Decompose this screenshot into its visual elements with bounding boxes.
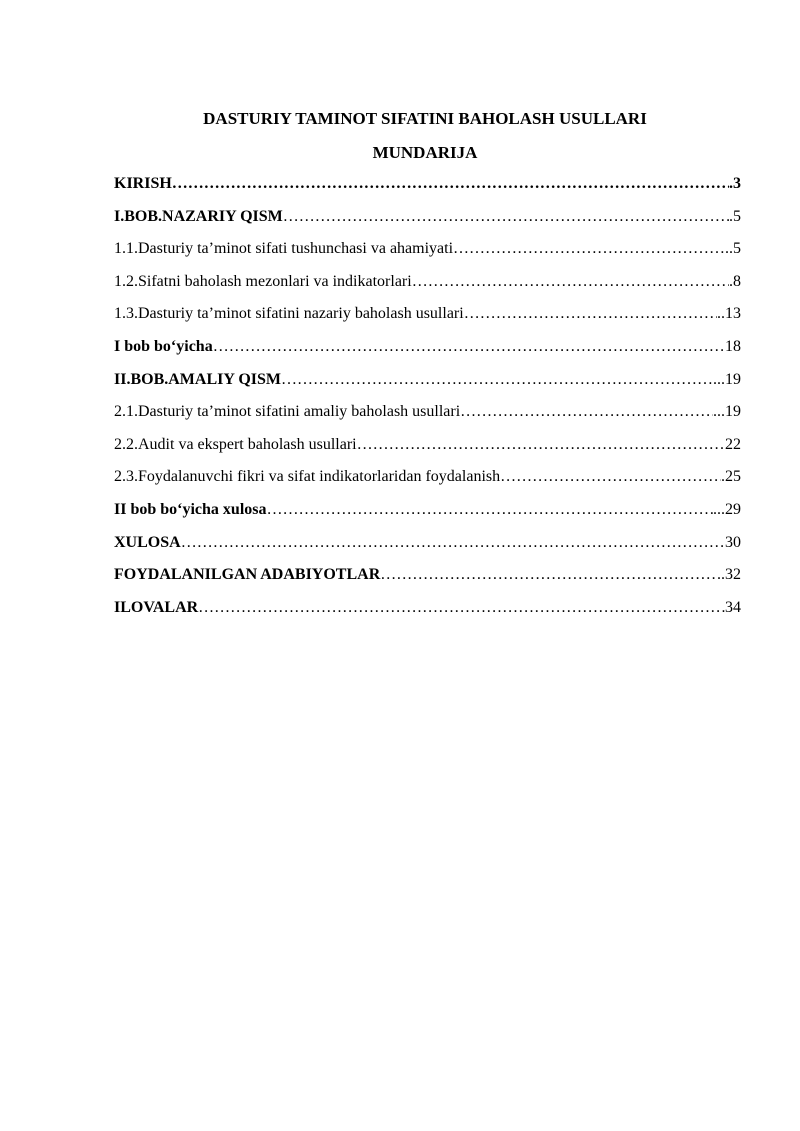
toc-entry-page: 22 xyxy=(725,435,741,453)
toc-entry-label: KIRISH xyxy=(114,175,172,192)
toc-entry-page: .8 xyxy=(729,272,741,290)
toc-leader-dots xyxy=(172,174,729,194)
toc-leader-dots xyxy=(453,239,725,259)
toc-entry-page: 18 xyxy=(725,337,741,355)
toc-leader-dots xyxy=(181,533,725,553)
toc-entry-label: 1.2.Sifatni baholash mezonlari va indikatorlari xyxy=(114,272,412,290)
toc-entry-chapter-1-summary[interactable] xyxy=(114,337,741,370)
toc-entry-label: I.BOB.NAZARIY QISM xyxy=(114,207,283,225)
toc-entry-label: ILOVALAR xyxy=(114,598,199,616)
toc-entry-references[interactable] xyxy=(114,565,741,598)
toc-entry-chapter-2[interactable] xyxy=(114,370,741,403)
toc-leader-dots xyxy=(464,304,717,324)
table-of-contents xyxy=(114,174,741,630)
toc-entry-label: II.BOB.AMALIY QISM xyxy=(114,370,281,388)
toc-entry-page: .3 xyxy=(729,175,741,192)
toc-entry-page: ...29 xyxy=(713,500,741,518)
toc-entry-2-1[interactable] xyxy=(114,402,741,435)
toc-entry-label: 2.3.Foydalanuvchi fikri va sifat indikatorlaridan foydalanish xyxy=(114,468,501,486)
toc-entry-label: I bob bo‘yicha xyxy=(114,337,213,355)
toc-entry-label: 2.1.Dasturiy ta’minot sifatini amaliy baholash usullari xyxy=(114,403,461,421)
toc-entry-label: XULOSA xyxy=(114,533,181,551)
toc-entry-1-2[interactable] xyxy=(114,272,741,305)
toc-leader-dots xyxy=(412,272,729,292)
toc-entry-page: 34 xyxy=(725,598,741,616)
toc-entry-kirish[interactable] xyxy=(114,174,741,207)
toc-entry-label: FOYDALANILGAN ADABIYOTLAR xyxy=(114,566,381,584)
toc-entry-chapter-2-summary[interactable] xyxy=(114,500,741,533)
toc-entry-appendices[interactable] xyxy=(114,598,741,631)
toc-entry-label: 2.2.Audit va ekspert baholash usullari xyxy=(114,435,357,453)
toc-leader-dots xyxy=(198,598,725,618)
document-title: DASTURIY TAMINOT SIFATINI BAHOLASH USULLARI xyxy=(203,109,647,128)
toc-leader-dots xyxy=(283,207,729,227)
toc-entry-page: ...19 xyxy=(713,370,741,388)
toc-entry-page: 30 xyxy=(725,533,741,551)
toc-leader-dots xyxy=(213,337,725,357)
toc-entry-page: .25 xyxy=(721,468,741,486)
toc-entry-2-3[interactable] xyxy=(114,467,741,500)
toc-entry-label: 1.3.Dasturiy ta’minot sifatini nazariy baholash usullari xyxy=(114,305,464,323)
toc-leader-dots xyxy=(267,500,714,520)
toc-leader-dots xyxy=(357,435,725,455)
toc-entry-page: ..5 xyxy=(725,240,741,258)
toc-entry-page: ..32 xyxy=(717,566,741,584)
toc-leader-dots xyxy=(281,370,713,390)
toc-entry-1-1[interactable] xyxy=(114,239,741,272)
toc-entry-label: II bob bo‘yicha xulosa xyxy=(114,500,267,518)
toc-leader-dots xyxy=(460,402,713,422)
toc-entry-page: ..13 xyxy=(717,305,741,323)
toc-leader-dots xyxy=(380,565,717,585)
toc-entry-page: .5 xyxy=(729,207,741,225)
toc-entry-label: 1.1.Dasturiy ta’minot sifati tushunchasi va ahamiyati xyxy=(114,240,454,258)
toc-leader-dots xyxy=(500,467,721,487)
toc-entry-page: ...19 xyxy=(713,403,741,421)
toc-entry-chapter-1[interactable] xyxy=(114,207,741,240)
toc-entry-2-2[interactable] xyxy=(114,435,741,468)
toc-entry-xulosa[interactable] xyxy=(114,533,741,566)
toc-heading: MUNDARIJA xyxy=(372,143,478,162)
toc-entry-1-3[interactable] xyxy=(114,304,741,337)
